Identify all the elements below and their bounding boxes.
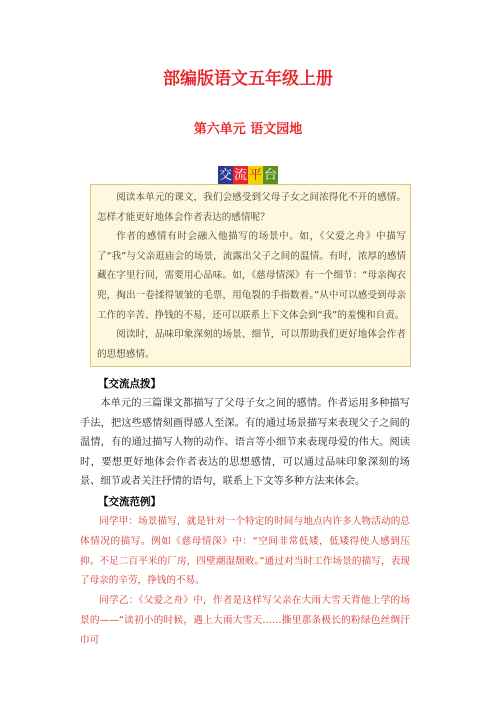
tips-body — [80, 394, 410, 492]
section-badge — [218, 166, 278, 185]
badge-char-4: 台 — [264, 168, 278, 183]
unit-title: 第六单元 语文园地 — [193, 122, 303, 137]
intro-paragraph: 阅读时，品味印象深刻的场景、细节，可以帮助我们更好地体会作者的思想感情。 — [97, 329, 406, 360]
badge-char-3: 平 — [249, 168, 263, 183]
section-heading-tips: 【交流点拨】 — [98, 378, 161, 390]
intro-paragraph: 阅读本单元的课文，我们会感受到父母子女之间浓得化不开的感情。怎样才能更好地体会作者表达的感情呢？ — [97, 192, 406, 223]
tips-paragraph: 本单元的三篇课文都描写了父母子女之间的感情。作者运用多种描写手法，把这些感情刻画得感人至深。有的通过场景描写来表现父子之间的温情，有的通过描写人物的动作、语言等小细节来表现母爱的伟大。阅读时，要想更好地体会作者表达的思想感情，可以通过品味印象深刻的场景、细节或者关注抒情的语句，联系上下文等多种方法来体会。 — [80, 398, 410, 488]
example-paragraph: 同学甲：场景描写，就是针对一个特定的时间与地点内许多人物活动的总体情况的描写。例如《慈母情深》中：“空间非常低矮，低矮得使人感到压抑。不足二百平米的厂房，四壁潮湿颓败。”通过对当时工作场景的描写，表现了母亲的辛劳，挣钱的不易。 — [80, 516, 410, 587]
badge-char-2: 流 — [234, 168, 248, 183]
badge-char-1: 交 — [219, 168, 233, 183]
example-paragraph: 同学乙：《父爱之舟》中，作者是这样写父亲在大雨大雪天背他上学的场景的——“读初小的时候，遇上大雨大雪天……撕里那条极长的粉绿色丝绸汗巾可 — [80, 595, 410, 646]
intro-box — [90, 184, 411, 367]
page-title: 部编版语文五年级上册 — [163, 69, 333, 89]
section-heading-examples: 【交流范例】 — [98, 496, 161, 508]
examples-body — [80, 512, 410, 651]
intro-paragraph: 作者的感情有时会融入他描写的场景中。如，《父爱之舟》中描写了“我”与父亲逛庙会的场景，流露出父子之间的温情。有时，浓厚的感情藏在字里行间，需要用心品味。如，《慈母情深》有一个细节：“母亲掏衣兜，掏出一卷揉得皱皱的毛票，用龟裂的手指数着。”从中可以感受到母亲工作的辛苦、挣钱的不易，还可以联系上下文体会到“我”的羞愧和自责。 — [97, 231, 406, 321]
